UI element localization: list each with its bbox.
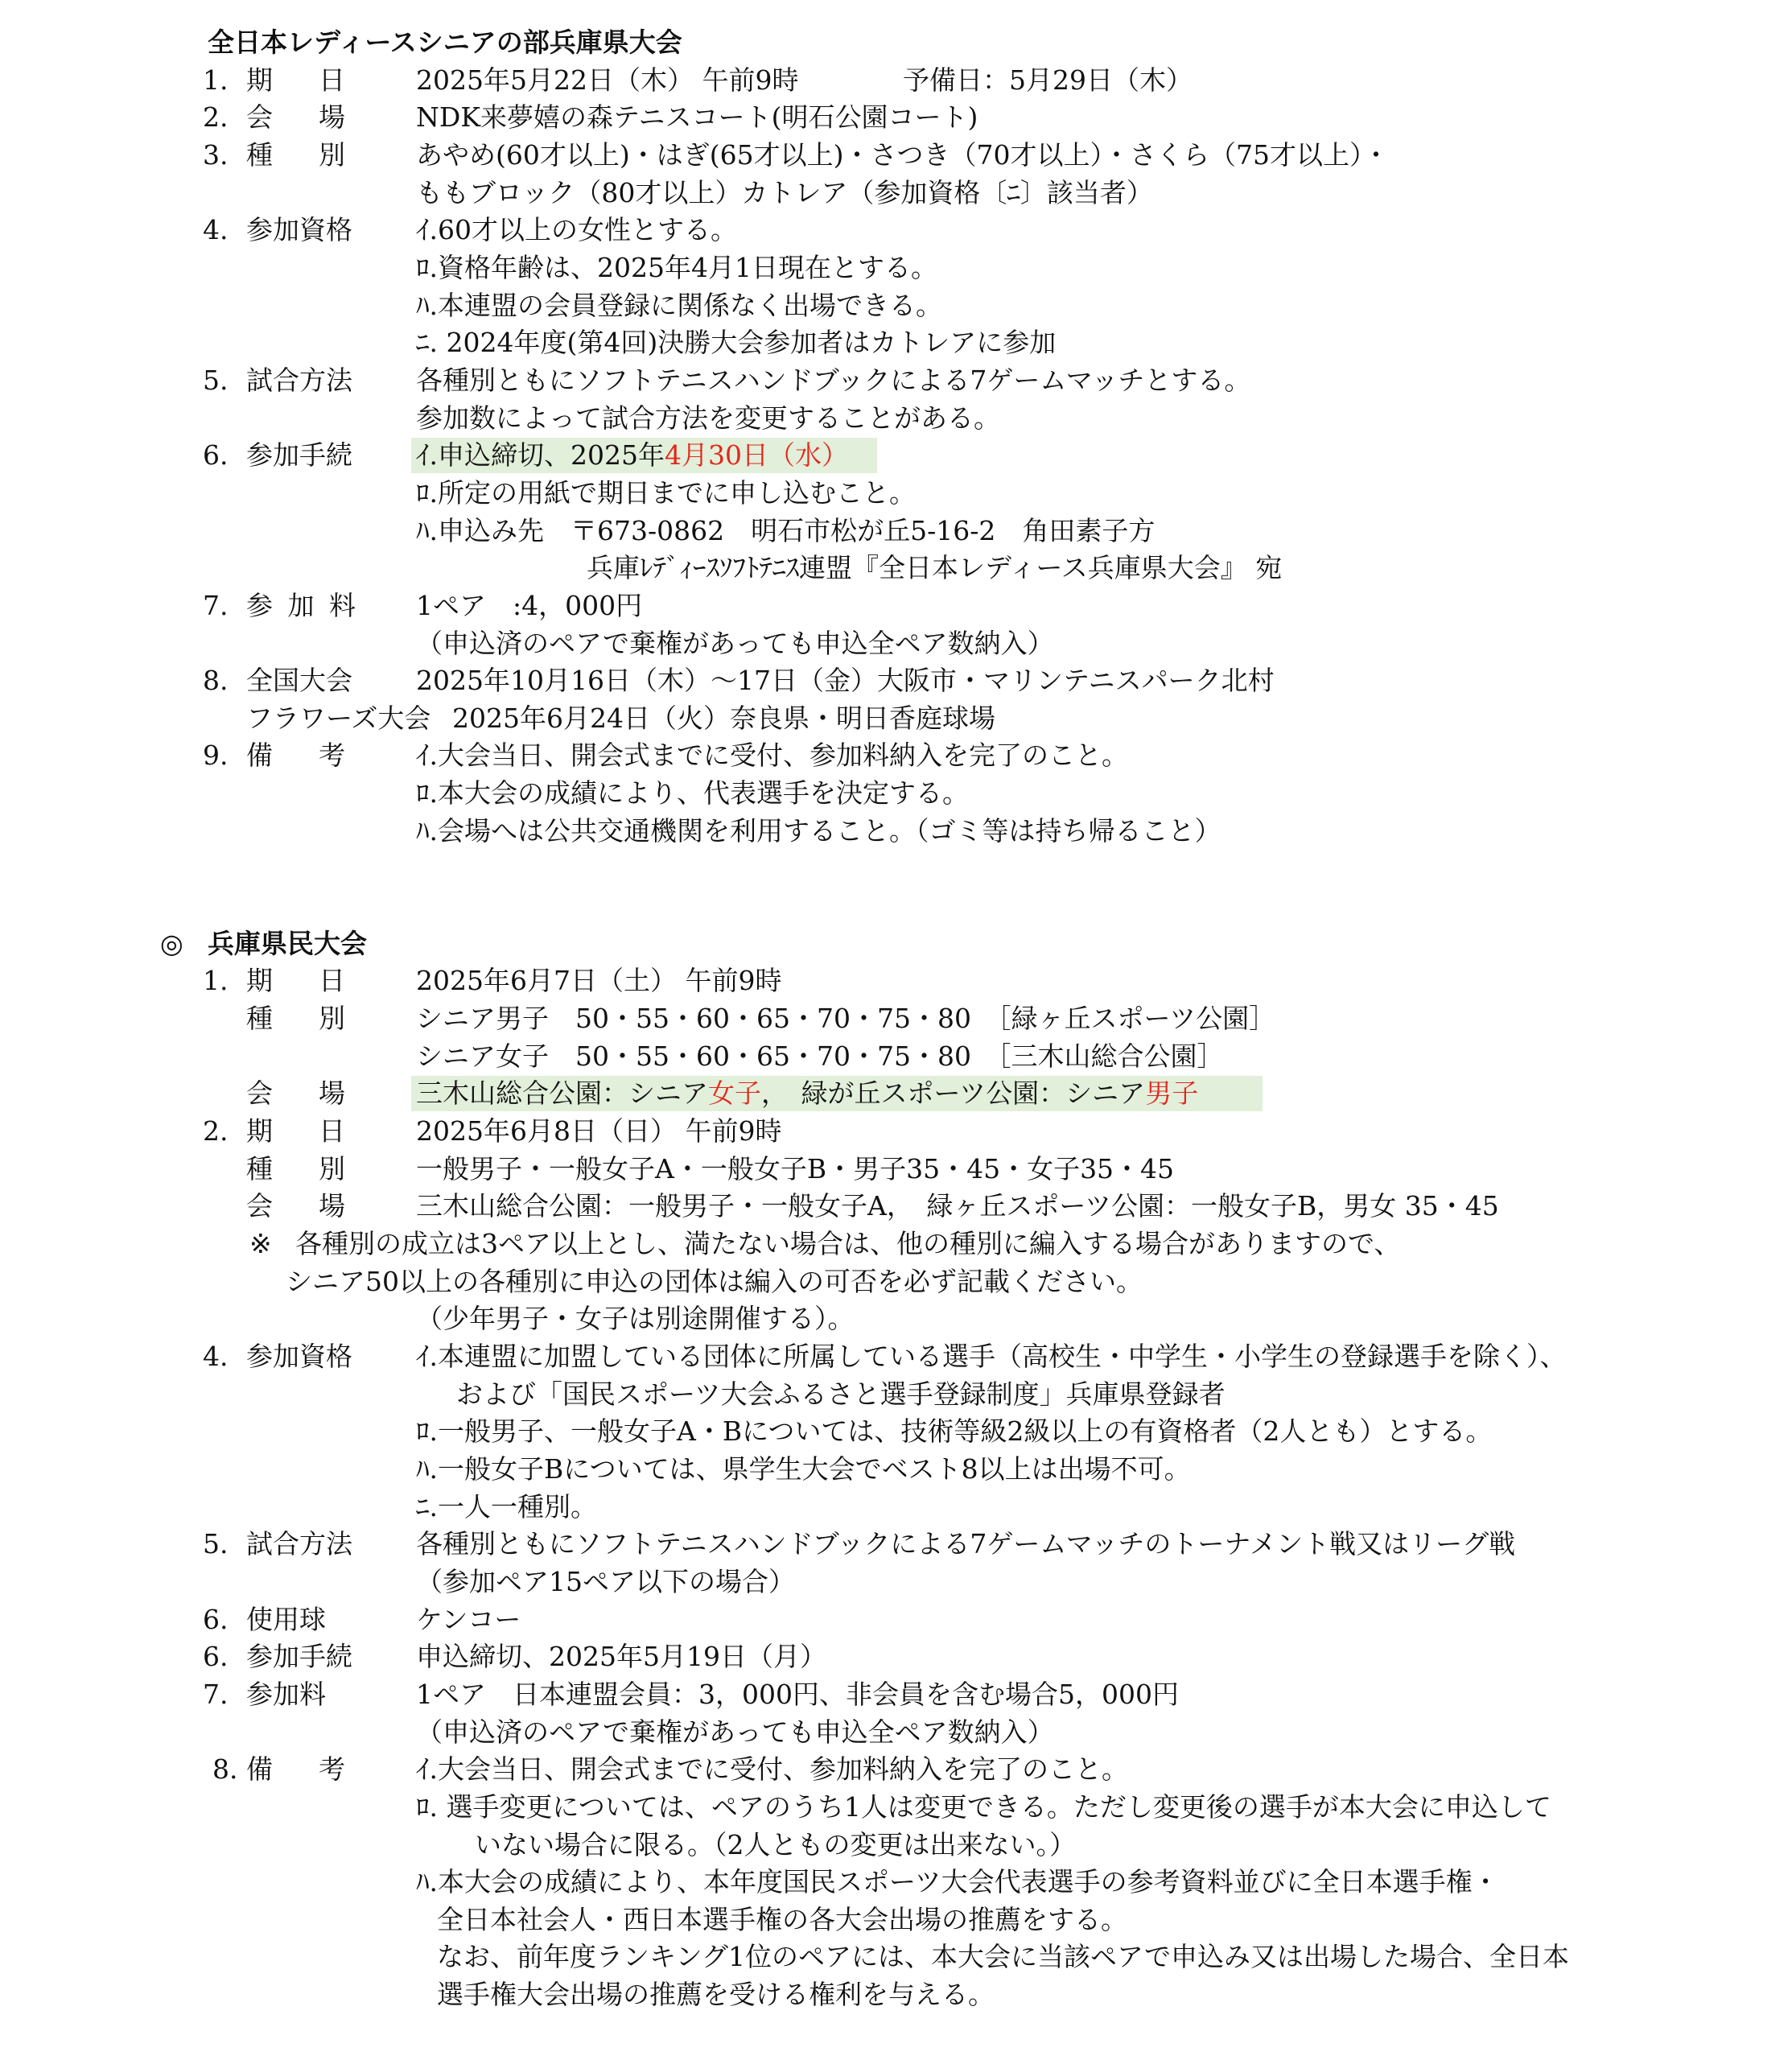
s1-venue-row [0,99,1792,137]
s1-notes-row [0,775,1792,813]
item-number: 2. [203,1115,229,1147]
item-number: 4. [203,214,229,246]
eligibility-line: ﾛ.資格年齢は、2025年4月1日現在とする。 [416,251,937,283]
reference-mark-icon: ※ [249,1228,272,1259]
item-number: 7. [203,1678,229,1710]
s1-date-row [0,62,1792,100]
item-label: 参加手続 [246,1641,352,1673]
s1-notes-row [0,813,1792,851]
s2-ball-row [0,1601,1792,1639]
eligibility-line: ﾛ.一般男子、一般女子A・Bについては、技術等級2級以上の有資格者（2人とも）とする。 [416,1415,1493,1448]
section-prefectural [0,925,1792,2014]
s1-entry-row [0,475,1792,513]
section1-title: 全日本レディースシニアの部兵庫県大会 [208,27,682,58]
venue-highlight [411,1076,1263,1111]
s2-notes-row [0,1864,1792,1901]
item-label: 参加資格 [246,1340,352,1372]
category-line: シニア男子 50・55・60・65・70・75・80 ［緑ヶ丘スポーツ公園］ [416,1003,1276,1035]
categories-line: ももブロック（80才以上）カトレア（参加資格〔ﾆ〕該当者） [416,176,1153,208]
item-number: 6. [203,439,229,472]
s1-fee-row [0,625,1792,663]
note-line: シニア50以上の各種別に申込の団体は編入の可否を必ず記載ください。 [286,1265,1143,1297]
match-format-line: 参加数によって試合方法を変更することがある。 [416,402,1000,434]
s2-day1-date-row [0,962,1792,1000]
eligibility-line: ｲ.60才以上の女性とする。 [416,214,737,246]
eligibility-line: ﾊ.本連盟の会員登録に関係なく出場できる。 [416,289,942,321]
event-date: 2025年6月7日（土） 午前9時 [416,965,782,997]
s2-day1-venue-row [0,1075,1792,1113]
notes-line: 選手権大会出場の推薦を受ける権利を与える。 [437,1979,995,2011]
s1-categories-row [0,137,1792,175]
fee-line: （申込済のペアで棄権があっても申込全ペア数納入） [416,1716,1054,1748]
s2-eligibility-row [0,1338,1792,1376]
match-format-line: 各種別ともにソフトテニスハンドブックによる7ゲームマッチのトーナメント戦又はリーグ戦 [416,1528,1516,1560]
notes-line: ｲ.大会当日、開会式までに受付、参加料納入を完了のこと。 [416,1753,1128,1786]
item-number: 4. [203,1340,229,1372]
item-number: 3. [203,138,229,171]
item-label: 会 場 [246,1077,355,1110]
item-label: 使用球 [246,1603,326,1635]
section2-title: 兵庫県民大会 [208,927,367,959]
s2-eligibility-row [0,1413,1792,1451]
notes-line: いない場合に限る。（2人ともの変更は出来ない。） [475,1828,1076,1860]
s1-eligibility-row [0,324,1792,362]
venue-emphasis: 男子 [1145,1077,1199,1110]
section2-title-row [0,925,1792,963]
item-label: 期 日 [246,1115,355,1147]
item-number: 1. [203,965,229,997]
note-line: 各種別の成立は3ペア以上とし、満たない場合は、他の種別に編入する場合がありますので、 [295,1228,1401,1259]
category-line: 一般男子・一般女子A・一般女子B・男子35・45・女子35・45 [416,1152,1175,1184]
event-date: 2025年6月8日（日） 午前9時 [416,1115,782,1147]
item-number: 2. [203,101,229,134]
entry-line: ﾛ.所定の用紙で期日までに申し込むこと。 [416,476,916,509]
item-label: 備 考 [246,1753,355,1786]
s2-match-format-row [0,1564,1792,1601]
s2-notes-row [0,1901,1792,1939]
s1-entry-row [0,437,1792,475]
s2-eligibility-row [0,1489,1792,1526]
item-label: 期 日 [246,64,355,96]
item-number: 1. [203,64,229,96]
notes-line: ﾊ.会場へは公共交通機関を利用すること。（ゴミ等は持ち帰ること） [416,814,1221,847]
notes-line: 全日本社会人・西日本選手権の各大会出場の推薦をする。 [437,1903,1127,1935]
notes-line: ﾊ.本大会の成績により、本年度国民スポーツ大会代表選手の参考資料並びに全日本選手権・ [416,1866,1499,1898]
notes-line: ﾛ. 選手変更については、ペアのうち1人は変更できる。ただし変更後の選手が本大会に申込して [416,1790,1551,1823]
s1-notes-row [0,737,1792,775]
s2-notes-row [0,1751,1792,1789]
section1-title-row [0,24,1792,62]
s1-flowers-row [0,700,1792,738]
s1-eligibility-row [0,249,1792,287]
item-label: 参 加 料 [246,589,359,621]
category-line: シニア女子 50・55・60・65・70・75・80 ［三木山総合公園］ [416,1040,1224,1072]
entry-deadline: 申込締切、2025年5月19日（月） [416,1641,826,1673]
item-label: 期 日 [246,965,355,997]
reserve-date: 予備日：5月29日（木） [903,64,1193,96]
item-number: 8. [203,665,229,697]
entry-address: ﾊ.申込み先 〒673-0862 明石市松が丘5-16-2 角田素子方 [416,514,1156,546]
item-label: 会 場 [246,1190,355,1222]
ball-value: ケンコー [416,1603,521,1635]
s2-eligibility-row [0,1376,1792,1414]
s2-notes-row [0,1976,1792,2014]
s2-day2-category-row [0,1151,1792,1189]
s2-eligibility-row [0,1451,1792,1489]
s2-day2-date-row [0,1113,1792,1151]
item-number: 6. [203,1641,229,1673]
item-number: 8. [212,1753,238,1786]
venue-text: 三木山総合公園：シニア [416,1077,708,1110]
note-line: （少年男子・女子は別途開催する）。 [416,1303,855,1335]
eligibility-line: ﾊ.一般女子Bについては、県学生大会でベスト8以上は出場不可。 [416,1452,1191,1485]
categories-line: あやめ(60才以上)・はぎ(65才以上)・さつき（70才以上）・さくら（75才以上）・ [416,138,1390,171]
item-label: 備 考 [246,740,355,772]
eligibility-line: ﾆ.一人一種別。 [416,1490,597,1522]
fee-line: 1ペア 日本連盟会員：3，000円、非会員を含む場合5，000円 [416,1678,1179,1710]
event-date: 2025年5月22日（木） 午前9時 [416,64,799,96]
s2-fee-row [0,1676,1792,1714]
s1-fee-row [0,587,1792,625]
notes-line: ﾛ.本大会の成績により、代表選手を決定する。 [416,777,969,810]
item-number: 9. [203,740,229,772]
item-label: 種 別 [246,1003,355,1035]
s1-match-format-row [0,400,1792,438]
s2-notes-row [0,1938,1792,1976]
deadline-prefix: ｲ.申込締切、2025年 [416,439,665,472]
s2-note-row [0,1300,1792,1338]
s1-entry-row [0,513,1792,550]
s2-fee-row [0,1714,1792,1752]
item-number: 5. [203,364,229,396]
match-format-line: （参加ペア15ペア以下の場合） [416,1565,795,1597]
fee-line: （申込済のペアで棄権があっても申込全ペア数納入） [416,627,1054,659]
s2-entry-row [0,1638,1792,1676]
flowers-label: フラワーズ大会 [246,702,431,734]
s2-day1-category-row [0,1038,1792,1076]
s1-match-format-row [0,362,1792,400]
item-label: 全国大会 [246,665,352,697]
notes-line: ｲ.大会当日、開会式までに受付、参加料納入を完了のこと。 [416,740,1128,772]
s1-entry-row [0,550,1792,587]
venue-text: ， 緑が丘スポーツ公園：シニア [761,1077,1146,1110]
item-number: 6. [203,1603,229,1635]
venue-emphasis: 女子 [708,1077,761,1110]
match-format-line: 各種別ともにソフトテニスハンドブックによる7ゲームマッチとする。 [416,364,1251,396]
s1-categories-row [0,175,1792,212]
entry-deadline-highlight [411,438,877,473]
section-ladies-senior [0,24,1792,850]
s1-national-row [0,662,1792,700]
double-circle-icon: ◎ [160,927,183,959]
s2-match-format-row [0,1526,1792,1564]
venue-value: NDK来夢嬉の森テニスコート(明石公園コート) [416,101,978,134]
item-label: 試合方法 [246,364,352,396]
flowers-event: 2025年6月24日（火）奈良県・明日香庭球場 [452,702,995,734]
item-label: 会 場 [246,101,355,134]
item-number: 7. [203,589,229,621]
item-number: 5. [203,1528,229,1560]
deadline-date: 4月30日（水） [664,439,848,472]
eligibility-line: ﾆ. 2024年度(第4回)決勝大会参加者はカトレアに参加 [416,327,1057,359]
item-label: 種 別 [246,1152,355,1184]
s2-day2-venue-row [0,1188,1792,1226]
s2-notes-row [0,1827,1792,1864]
venue-value: 三木山総合公園：一般男子・一般女子A， 緑ヶ丘スポーツ公園：一般女子B，男女 35・45 [416,1190,1499,1222]
item-label: 参加手続 [246,439,352,472]
notes-line: なお、前年度ランキング1位のペアには、本大会に当該ペアで申込み又は出場した場合、全日本 [437,1941,1569,1973]
s2-notes-row [0,1789,1792,1827]
item-label: 種 別 [246,138,355,171]
s1-eligibility-row [0,212,1792,249]
eligibility-line: ｲ.本連盟に加盟している団体に所属している選手（高校生・中学生・小学生の登録選手を除く）、 [416,1340,1567,1372]
fee-line: 1ペア :4，000円 [416,589,643,621]
item-label: 参加資格 [246,214,352,246]
s2-note-row [0,1226,1792,1263]
entry-addressee: 兵庫ﾚﾃﾞｨｰｽｿﾌﾄﾃﾆｽ連盟『全日本レディース兵庫県大会』 宛 [587,552,1283,584]
s2-note-row [0,1263,1792,1301]
national-event: 2025年10月16日（木）～17日（金）大阪市・マリンテニスパーク北村 [416,665,1275,697]
item-label: 参加料 [246,1678,326,1710]
s1-eligibility-row [0,287,1792,325]
s2-day1-category-row [0,1000,1792,1038]
section-gap [0,850,1792,925]
item-label: 試合方法 [246,1528,352,1560]
eligibility-line: および「国民スポーツ大会ふるさと選手登録制度」兵庫県登録者 [456,1378,1226,1410]
